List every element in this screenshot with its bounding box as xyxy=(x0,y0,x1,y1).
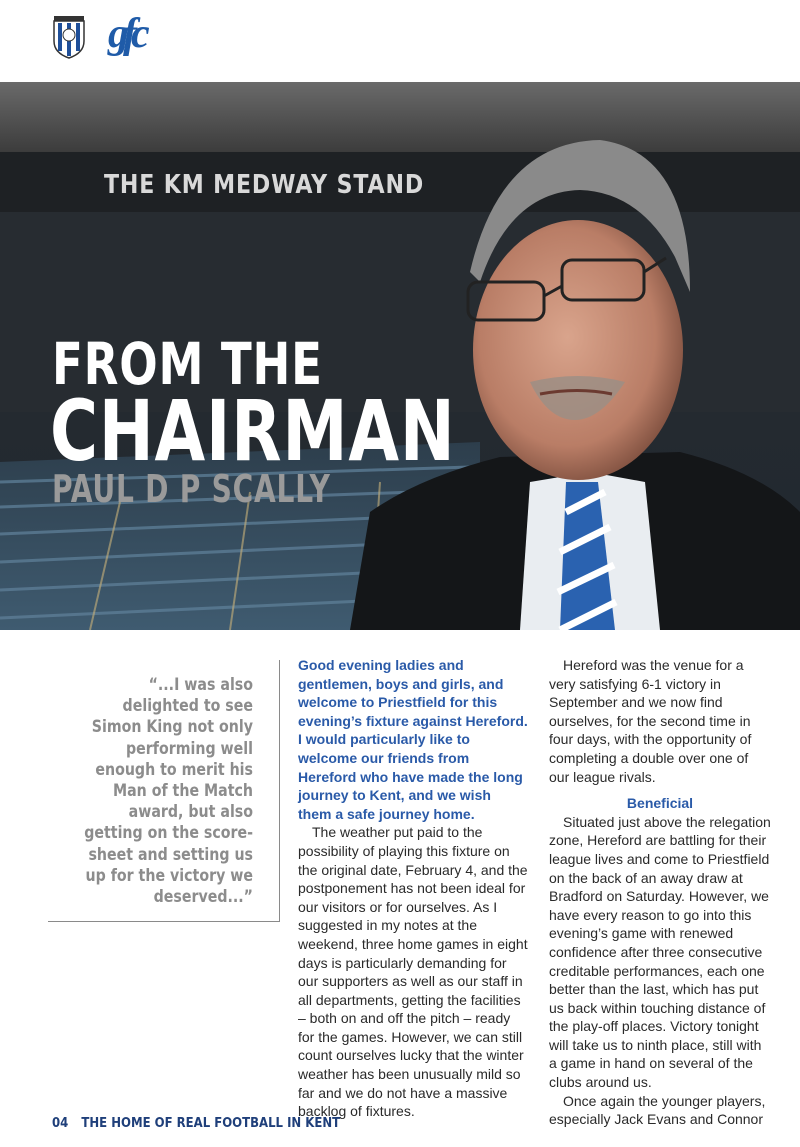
article-paragraph: Situated just above the relegation zone, Hereford are battling for their league lives and come to Priestfield on the back of an away draw at Bradford on Saturday. However, we have every reason to go into this evening’s game with renewed confidence after three consecutive creditable performances, each one better than the last, which has put us back within touching distance of the play-off places. Victory tonight will take us to ninth place, still with a game in hand on several of the clubs around us. xyxy=(549,813,771,1091)
article-column-1 xyxy=(298,656,528,1121)
pull-quote-box xyxy=(48,660,280,922)
gillingham-crest-icon xyxy=(52,15,86,59)
page-footer xyxy=(52,1116,340,1131)
article-subheading: Beneficial xyxy=(626,795,694,812)
author-name: PAUL D P SCALLY xyxy=(52,467,331,511)
article-paragraph: Hereford was the venue for a very satisfying 6-1 victory in September and we now find ourselves, for the second time in four days, with the opportunity of completing a double over one of our league rivals. xyxy=(549,657,752,785)
page-number: 04 xyxy=(52,1116,69,1131)
stand-sign: THE KM MEDWAY STAND xyxy=(104,170,425,200)
article-paragraph: Once again the younger players, especially Jack Evans and Connor xyxy=(549,1092,766,1128)
footer-tagline: THE HOME OF REAL FOOTBALL IN KENT xyxy=(81,1116,341,1131)
article-paragraph: The weather put paid to the possibility of playing this fixture on the original date, February 4, and the postponement has not been ideal for our visitors or for ourselves. As I suggested in my notes at the weekend, three home games in eight days is particularly demanding for our supporters as well as our staff in all departments, getting the facilities – both on and off the pitch – ready for the games. However, we can still count ourselves lucky that the winter weather has been unusually mild so far and we do not have a massive backlog of fixtures. xyxy=(298,824,528,1120)
hero-photo xyxy=(0,82,800,630)
page-header xyxy=(0,0,800,82)
club-logo: gfc xyxy=(108,11,144,57)
page-title-line1: FROM THE xyxy=(52,330,323,398)
page-title-line2: CHAIRMAN xyxy=(50,382,456,480)
article-column-2 xyxy=(549,656,771,1129)
pull-quote: “...I was also delighted to see Simon King not only performing well enough to merit his Man of the Match award, but also getting on the score-sheet and setting us up for the victory we deserved...” xyxy=(84,675,254,907)
article-lead: Good evening ladies and gentlemen, boys and girls, and welcome to Priestfield for this evening’s fixture against Hereford. I would particularly like to welcome our friends from Hereford who have made the long journey to Kent, and we wish them a safe journey home. xyxy=(298,657,528,822)
